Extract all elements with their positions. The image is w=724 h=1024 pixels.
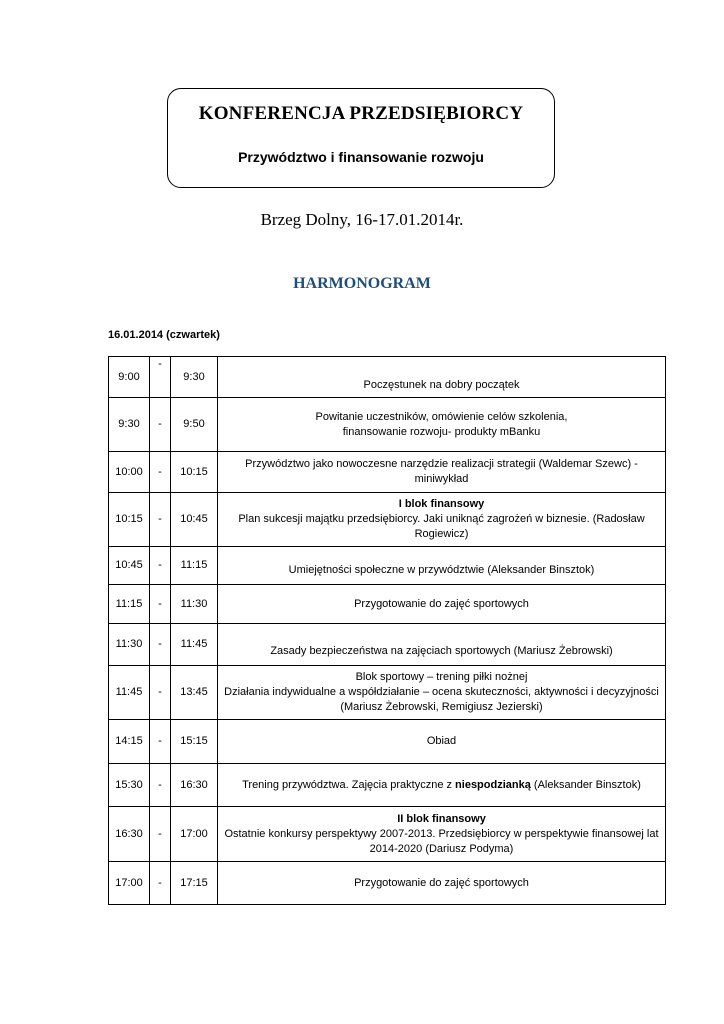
table-row [109,547,666,585]
end-time: 17:15 [171,862,218,905]
conference-subtitle: Przywództwo i finansowanie rozwoju [238,149,484,165]
table-row [109,624,666,666]
table-row [109,720,666,764]
end-time: 11:45 [171,624,218,666]
session-description: Przygotowanie do zajęć sportowych [218,585,666,624]
session-description: Umiejętności społeczne w przywództwie (Aleksander Binsztok) [218,547,666,585]
table-row [109,398,666,452]
session-description-text: Trening przywództwa. Zajęcia praktyczne z [242,778,456,791]
session-description-line: Powitanie uczestników, omówienie celów szkolenia, [315,410,568,423]
start-time: 10:45 [109,547,150,585]
start-time: 16:30 [109,807,150,862]
time-separator: - [150,547,171,585]
start-time: 15:30 [109,764,150,807]
start-time: 11:30 [109,624,150,666]
session-description [218,398,666,452]
time-separator: - [150,398,171,452]
end-time: 10:15 [171,452,218,493]
session-description-line: Blok sportowy – trening piłki nożnej [355,671,528,683]
day-label: 16.01.2014 (czwartek) [108,329,220,341]
session-description: Przygotowanie do zajęć sportowych [218,862,666,905]
time-separator: - [150,493,171,547]
time-separator: - [150,585,171,624]
conference-title: KONFERENCJA PRZEDSIĘBIORCY [198,103,524,124]
table-row [109,666,666,720]
session-description-text: (Aleksander Binsztok) [530,778,641,791]
end-time: 10:45 [171,493,218,547]
table-row [109,452,666,493]
table-row [109,764,666,807]
session-description-line: Działania indywidualne a współdziałanie – ocena skuteczności, aktywności i decyzyjności (Mariusz Żebrowski, Remigiusz Jezierski) [224,686,659,713]
time-separator: - [150,357,171,398]
time-separator: - [150,764,171,807]
schedule-table [108,356,666,905]
time-separator: - [150,862,171,905]
session-description: Poczęstunek na dobry początek [218,357,666,398]
start-time: 9:30 [109,398,150,452]
session-description [218,764,666,807]
session-block-title: II blok finansowy [397,812,486,825]
place-and-date: Brzeg Dolny, 16-17.01.2014r. [260,210,464,229]
end-time: 15:15 [171,720,218,764]
table-row [109,357,666,398]
session-block-title: I blok finansowy [398,498,485,510]
time-separator: - [150,807,171,862]
session-description-line: Plan sukcesji majątku przedsiębiorcy. Jaki uniknąć zagrożeń w biznesie. (Radosław Rogiewicz) [238,513,645,540]
session-description: Przywództwo jako nowoczesne narzędzie realizacji strategii (Waldemar Szewc) - miniwykład [218,452,666,493]
end-time: 16:30 [171,764,218,807]
session-description-line: finansowanie rozwoju- produkty mBanku [342,425,541,438]
start-time: 11:15 [109,585,150,624]
start-time: 14:15 [109,720,150,764]
conference-title-box [167,88,555,188]
time-separator: - [150,624,171,666]
session-description [218,493,666,547]
table-row [109,493,666,547]
session-description: Zasady bezpieczeństwa na zajęciach sportowych (Mariusz Żebrowski) [218,624,666,666]
table-row [109,807,666,862]
session-description [218,666,666,720]
session-description: Obiad [218,720,666,764]
start-time: 11:45 [109,666,150,720]
end-time: 11:15 [171,547,218,585]
table-row [109,862,666,905]
time-separator: - [150,720,171,764]
time-separator: - [150,452,171,493]
time-separator: - [150,666,171,720]
end-time: 9:50 [171,398,218,452]
start-time: 9:00 [109,357,150,398]
end-time: 13:45 [171,666,218,720]
start-time: 17:00 [109,862,150,905]
session-description-emphasis: niespodzianką [455,778,531,791]
start-time: 10:15 [109,493,150,547]
session-description-line: Ostatnie konkursy perspektywy 2007-2013. Przedsiębiorcy w perspektywie finansowej lat 2014-2020 (Dariusz Podyma) [224,827,659,855]
end-time: 11:30 [171,585,218,624]
section-title: HARMONOGRAM [293,275,431,292]
session-description [218,807,666,862]
table-row [109,585,666,624]
start-time: 10:00 [109,452,150,493]
end-time: 17:00 [171,807,218,862]
end-time: 9:30 [171,357,218,398]
